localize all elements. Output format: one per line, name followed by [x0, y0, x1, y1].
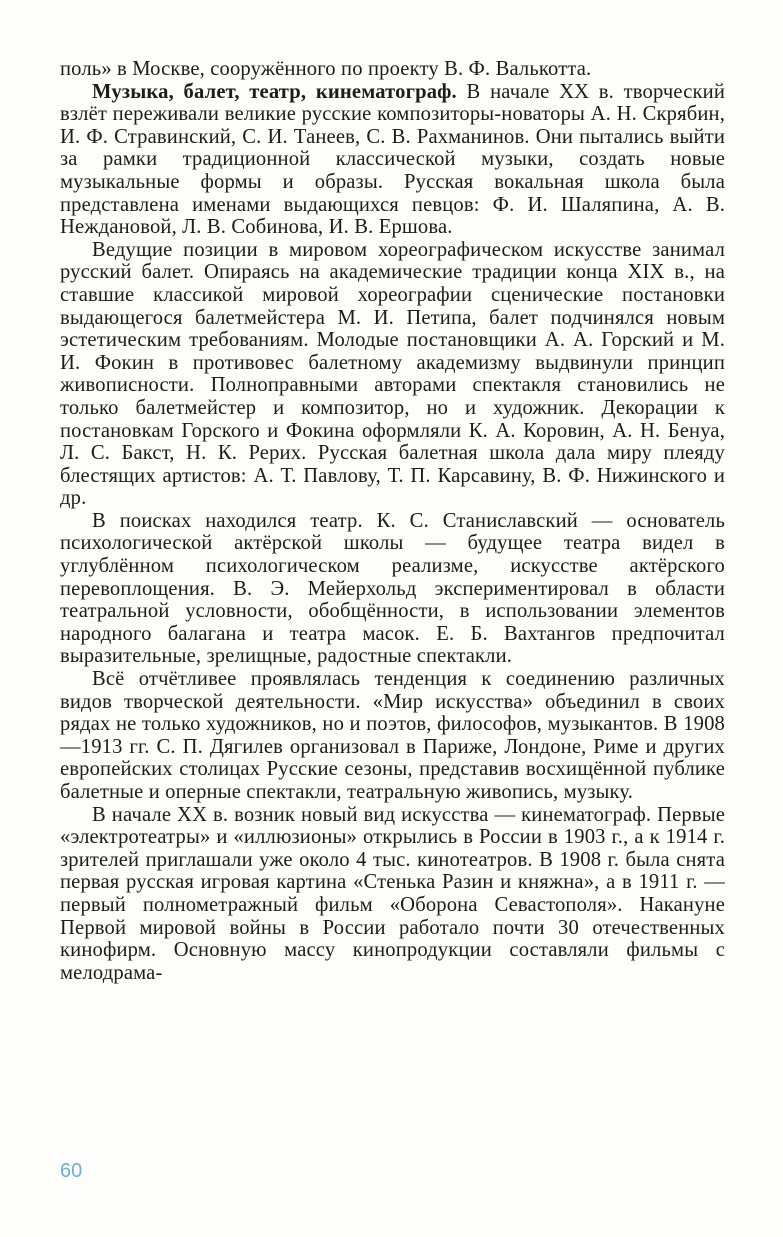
paragraph-music: [60, 81, 725, 239]
body-text: [60, 58, 725, 984]
paragraph-text: поль» в Москве, сооружённого по проекту В. Ф. Валькотта.: [60, 58, 592, 80]
paragraph-text: В начале XX в. возник новый вид искусства — кинематограф. Первые «электротеатры» и «иллюзионы» открылись в России в 1903 г., а к 1914 г. зрителей приглашали уже около 4 тыс. кинотеатров. В 1908 г. была снята первая русская игровая картина «Стенька Разин и княжна», а в 1911 г. — первый полнометражный фильм «Оборона Севастополя». Накануне Первой мировой войны в России работало почти 30 отечественных кинофирм. Основную массу кинопродукции составляли фильмы с мелодрама-: [60, 803, 725, 984]
page-number: 60: [60, 1160, 83, 1182]
paragraph-cinema: [60, 804, 725, 985]
paragraph-ballet: [60, 239, 725, 510]
section-heading: Музыка, балет, театр, кинематограф.: [92, 80, 457, 103]
paragraph-text: Ведущие позиции в мировом хореографическом искусстве занимал русский балет. Опираясь на академические традиции конца XIX в., на ставшие классикой мировой хореографии сценические постановки выдающегося балетмейстера М. И. Петипа, балет подчинялся новым эстетическим требованиям. Молодые постановщики А. А. Горский и М. И. Фокин в противовес балетному академизму выдвинули принцип живописности. Полноправными авторами спектакля становились не только балетмейстер и композитор, но и художник. Декорации к постановкам Горского и Фокина оформляли К. А. Коровин, А. Н. Бенуа, Л. С. Бакст, Н. К. Рерих. Русская балетная школа дала миру плеяду блестящих артистов: А. Т. Павлову, Т. П. Карсавину, В. Ф. Нижинского и др.: [60, 238, 725, 510]
paragraph-theatre: [60, 510, 725, 668]
paragraph-text: В начале XX в. творческий взлёт переживали великие русские композиторы-новаторы А. Н. Скрябин, И. Ф. Стравинский, С. И. Танеев, С. В. Рахманинов. Они пытались выйти за рамки традиционной классической музыки, создать новые музыкальные формы и образы. Русская вокальная школа была представлена именами выдающихся певцов: Ф. И. Шаляпина, А. В. Неждановой, Л. В. Собинова, И. В. Ершова.: [60, 80, 725, 239]
paragraph-continuation: [60, 58, 725, 81]
paragraph-arts-synthesis: [60, 668, 725, 804]
paragraph-text: В поисках находился театр. К. С. Станиславский — основатель психологической актёрской школы — будущее театра видел в углублённом психологическом реализме, искусстве актёрского перевоплощения. В. Э. Мейерхольд экспериментировал в области театральной условности, обобщённости, в использовании элементов народного балагана и театра масок. Е. Б. Вахтангов предпочитал выразительные, зрелищные, радостные спектакли.: [60, 509, 725, 668]
paragraph-text: Всё отчётливее проявлялась тенденция к соединению различных видов творческой деятельности. «Мир искусства» объединил в своих рядах не только художников, но и поэтов, философов, музыкантов. В 1908—1913 гг. С. П. Дягилев организовал в Париже, Лондоне, Риме и других европейских столицах Русские сезоны, представив восхищённой публике балетные и оперные спектакли, театральную живопись, музыку.: [60, 668, 725, 803]
